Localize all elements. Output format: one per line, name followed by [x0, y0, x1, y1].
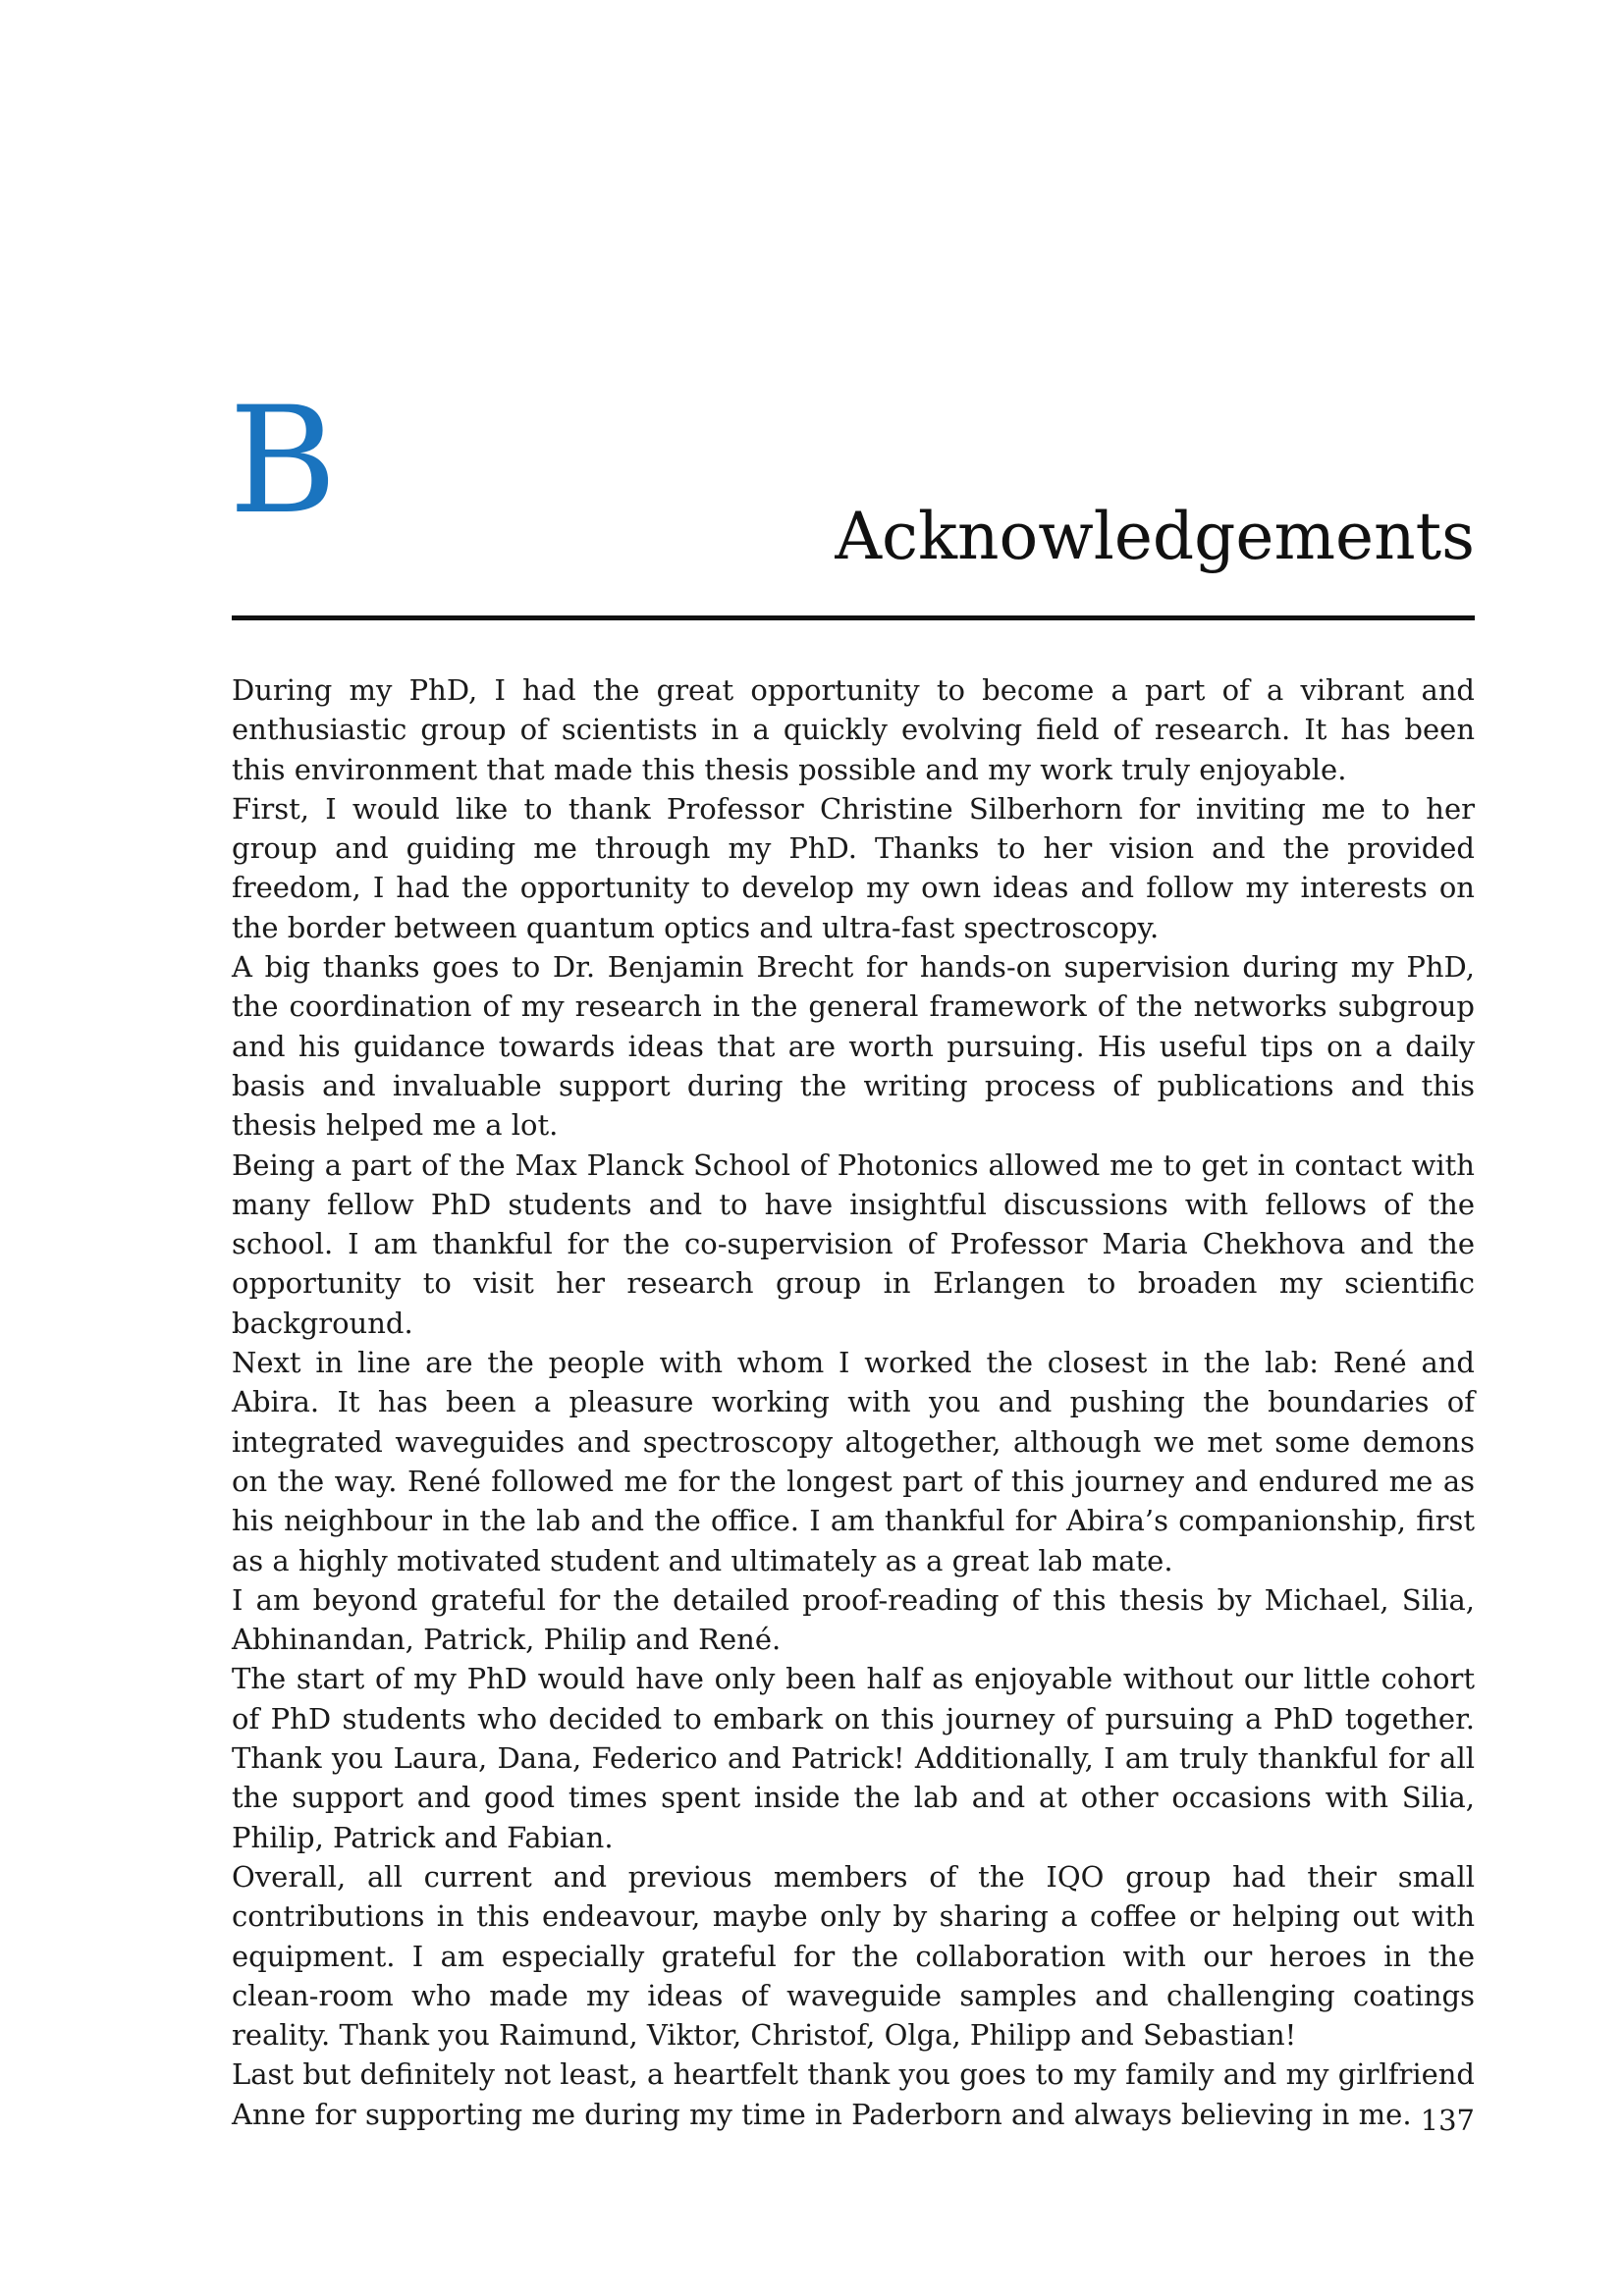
paragraph-proofreading: I am beyond grateful for the detailed proof-reading of this thesis by Michael, Silia, Abhinandan, Patrick, Philip and René.	[232, 1582, 1475, 1657]
paragraph-family: Last but definitely not least, a heartfelt thank you goes to my family and my girlfriend Anne for supporting me during my time in Paderborn and always believing in me.	[232, 2057, 1475, 2131]
page-number: 137	[1420, 2104, 1475, 2137]
chapter-letter: B	[229, 376, 338, 547]
acknowledgements-body	[232, 670, 1475, 2137]
paragraph-brecht: A big thanks goes to Dr. Benjamin Brecht for hands-on supervision during my PhD, the coordination of my research in the general framework of the networks subgroup and his guidance towards ideas that are worth pursuing. His useful tips on a daily basis and invaluable support during the writing process of publications and this thesis helped me a lot.	[232, 950, 1475, 1143]
paragraph-intro: During my PhD, I had the great opportunity to become a part of a vibrant and enthusiastic group of scientists in a quickly evolving field of research. It has been this environment that made this thesis possible and my work truly enjoyable.	[232, 673, 1475, 786]
paragraph-iqo-group: Overall, all current and previous members of the IQO group had their small contributions in this endeavour, maybe only by sharing a coffee or helping out with equipment. I am especially grateful for the collaboration with our heroes in the clean-room who made my ideas of waveguide samples and challenging coatings reality. Thank you Raimund, Viktor, Christof, Olga, Philipp and Sebastian!	[232, 1859, 1475, 2053]
chapter-title: Acknowledgements	[835, 499, 1475, 575]
paragraph-lab-colleagues: Next in line are the people with whom I worked the closest in the lab: René and Abira. It has been a pleasure working with you and pushing the boundaries of integrated waveguides and spectroscopy altogether, although we met some demons on the way. René followed me for the longest part of this journey and endured me as his neighbour in the lab and the office. I am thankful for Abira’s companionship, first as a highly motivated student and ultimately as a great lab mate.	[232, 1346, 1475, 1577]
title-rule	[232, 615, 1475, 620]
paragraph-cohort: The start of my PhD would have only been half as enjoyable without our little cohort of PhD students who decided to embark on this journey of pursuing a PhD together. Thank you Laura, Dana, Federico and Patrick! Additionally, I am truly thankful for all the support and good times spent inside the lab and at other occasions with Silia, Philip, Patrick and Fabian.	[232, 1662, 1475, 1854]
paragraph-supervisor: First, I would like to thank Professor Christine Silberhorn for inviting me to her group and guiding me through my PhD. Thanks to her vision and the provided freedom, I had the opportunity to develop my own ideas and follow my interests on the border between quantum optics and ultra-fast spectroscopy.	[232, 791, 1475, 944]
paragraph-max-planck: Being a part of the Max Planck School of Photonics allowed me to get in contact with many fellow PhD students and to have insightful discussions with fellows of the school. I am thankful for the co-supervision of Professor Maria Chekhova and the opportunity to visit her research group in Erlangen to broaden my scientific background.	[232, 1148, 1475, 1340]
